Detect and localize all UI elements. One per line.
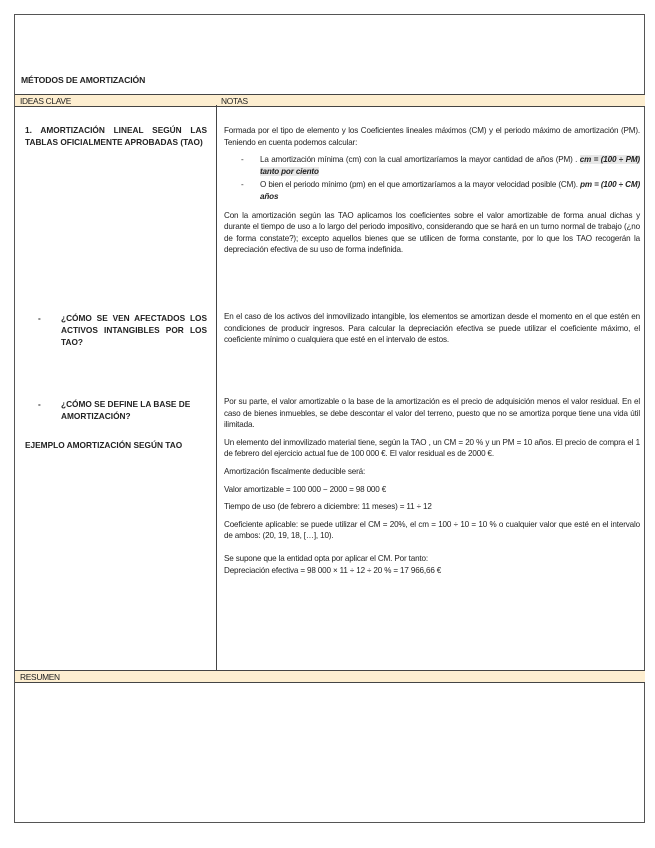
note-paragraph: Por su parte, el valor amortizable o la base de la amortización es el precio de adquisición menos el valor residual. En el caso de bienes inmuebles, se debe descontar el valor del terreno, puesto que no se amortiza porque tiene una vida útil ilimitada. — [224, 397, 640, 430]
note-bullet — [224, 154, 640, 177]
resumen-area[interactable] — [15, 683, 644, 822]
header-ideas-clave: IDEAS CLAVE — [15, 94, 217, 107]
formula-pm: pm = (100 ÷ CM) años — [260, 180, 640, 201]
idea-base-amortizacion: ¿CÓMO SE DEFINE LA BASE DE AMORTIZACIÓN? — [61, 399, 191, 421]
note-paragraph: Depreciación efectiva = 98 000 × 11 ÷ 12 ÷ 20 % = 17 966,66 € — [224, 565, 442, 575]
idea-ejemplo-tao: EJEMPLO AMORTIZACIÓN SEGÚN TAO — [25, 440, 183, 450]
bullet-dash: - — [241, 180, 244, 190]
idea-activos-intangibles: ¿CÓMO SE VEN AFECTADOS LOS ACTIVOS INTANGIBLES POR LOS TAO? — [61, 313, 207, 347]
idea-amortizacion-lineal: 1. AMORTIZACIÓN LINEAL SEGÚN LAS TABLAS OFICIALMENTE APROBADAS (TAO) — [25, 125, 207, 147]
header-resumen: RESUMEN — [15, 670, 645, 683]
note-paragraph: Tiempo de uso (de febrero a diciembre: 11 meses) = 11 ÷ 12 — [224, 502, 432, 512]
column-divider — [216, 105, 217, 670]
bullet-text: La amortización mínima (cm) con la cual amortizaríamos la mayor cantidad de años (PM) . — [260, 155, 578, 165]
note-paragraph: Coeficiente aplicable: se puede utilizar el CM = 20%, el cm = 100 ÷ 10 = 10 % o cualquier valor que esté en el intervalo de ambos: (20, 19, 18, […], 10). — [224, 519, 640, 541]
note-paragraph: Con la amortización según las TAO aplicamos los coeficientes sobre el valor amortizable de forma anual dichas y durante el tiempo de uso a lo largo del periodo impositivo, considerando que se hará en un turno normal de trabajo (¿no de forma constate?); excepto aquellos bienes que se utilicen de forma constante, por lo que los TAO recogerán la depreciación efectiva de su uso de forma indefinida. — [224, 210, 640, 255]
bullet-text: O bien el periodo mínimo (pm) en el que amortizaríamos a la mayor velocidad posible (CM). — [260, 180, 578, 190]
bullet-dash: - — [241, 155, 244, 165]
note-paragraph: Formada por el tipo de elemento y los Coeficientes lineales máximos (CM) y el periodo máximo de amortización (PM). Teniendo en cuenta podemos calcular: — [224, 126, 640, 147]
header-notas: NOTAS — [216, 94, 645, 107]
note-paragraph: En el caso de los activos del inmovilizado intangible, los elementos se amortizan desde el momento en el que estén en condiciones de producir ingresos. Para calcular la depreciación efectiva se puede utilizar el coeficiente máximo, el coeficiente mínimo o cualquiera que esté en el intervalo de estos. — [224, 312, 640, 345]
note-bullet — [224, 179, 640, 202]
note-paragraph: Un elemento del inmovilizado material tiene, según la TAO , un CM = 20 % y un PM = 10 años. El precio de compra el 1 de febrero del ejercicio actual fue de 100 000 €. El valor residual es de 2000 €. — [224, 437, 640, 459]
notes-block-tao — [224, 125, 640, 262]
note-paragraph: Valor amortizable = 100 000 − 2000 = 98 000 € — [224, 484, 387, 494]
notes-block-intangibles — [224, 311, 640, 352]
formula-cm: cm = (100 ÷ PM) tanto por ciento — [260, 155, 640, 176]
note-paragraph: Se supone que la entidad opta por aplicar el CM. Por tanto: — [224, 553, 428, 563]
note-paragraph: Amortización fiscalmente deducible será: — [224, 466, 366, 476]
notes-block-base — [224, 396, 640, 576]
dash-marker: - — [38, 399, 41, 409]
dash-marker: - — [38, 313, 41, 323]
page-title: MÉTODOS DE AMORTIZACIÓN — [21, 75, 146, 85]
